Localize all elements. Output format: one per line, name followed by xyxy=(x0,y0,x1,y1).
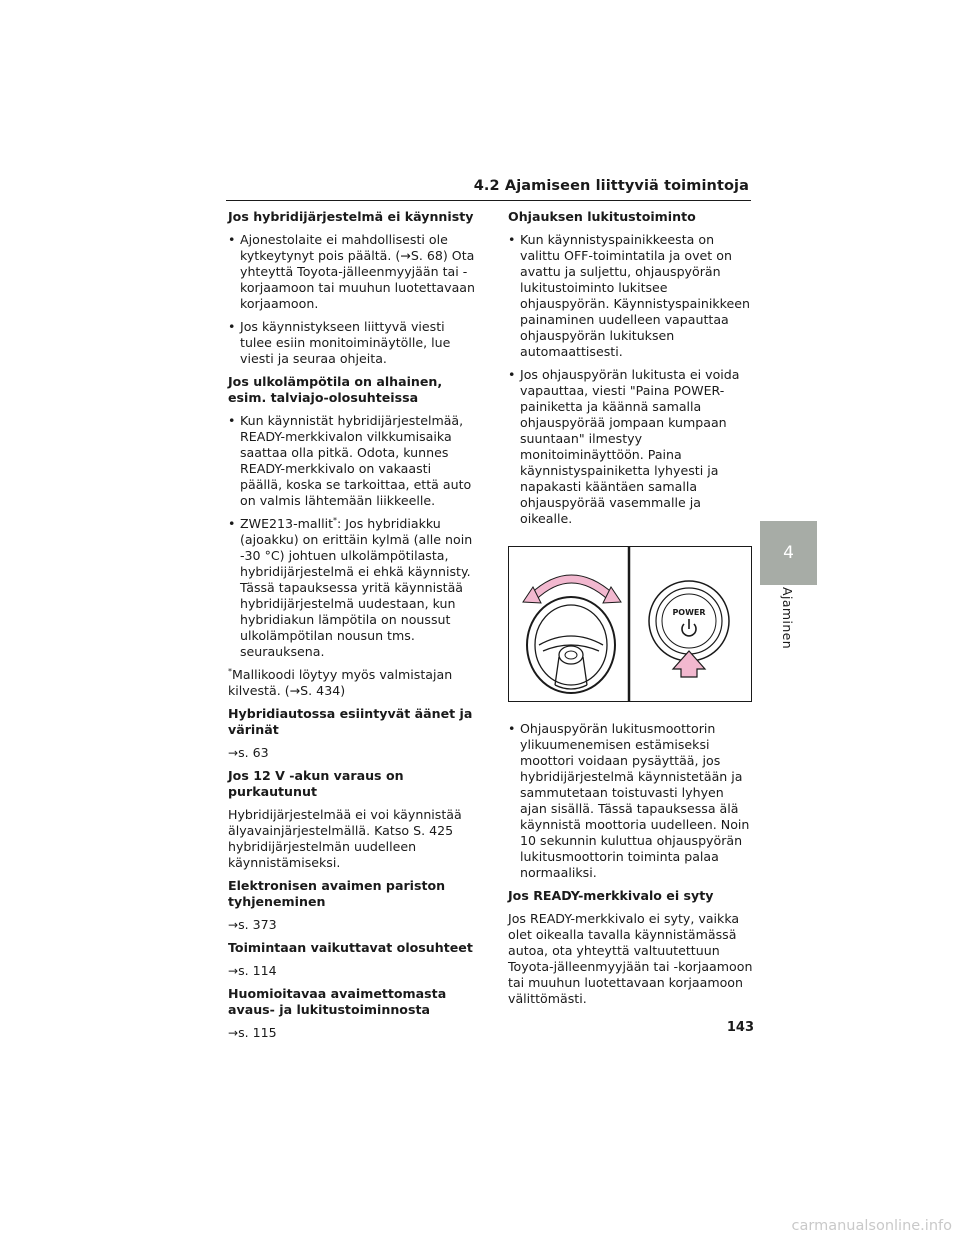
page-reference: →s. 115 xyxy=(228,1025,277,1040)
power-icon xyxy=(682,619,696,636)
bullet-item: • Jos käynnistykseen liittyvä viesti tulee esiin monitoiminäytölle, lue viesti ja seuraa ohjeita. xyxy=(228,319,451,366)
chapter-label: Ajaminen xyxy=(780,587,795,650)
chapter-number: 4 xyxy=(783,543,794,563)
power-button-illustration xyxy=(649,581,729,677)
bullet-item: • Ajonestolaite ei mahdollisesti ole kytkeytynyt pois päältä. (→S. 68) Ota yhteyttä Toyota-jälleenmyyjään tai -korjaamoon tai muuhun luotettavaan korjaamoon. xyxy=(228,232,475,311)
bullet-icon: • xyxy=(508,367,516,382)
page-reference: →s. 63 xyxy=(228,745,269,760)
bullet-item: • Kun käynnistyspainikkeesta on valittu OFF-toimintatila ja ovet on avattu ja suljettu, ohjauspyörän lukitustoiminto lukitsee ohjauspyörän. Käynnistyspainikkeen painaminen uudelleen vapauttaa ohjauspyörän lukituksen automaattisesti. xyxy=(508,232,750,359)
bullet-item: • ZWE213-mallit*: Jos hybridiakku (ajoakku) on erittäin kylmä (alle noin -30 °C) johtuen ulkolämpötilasta, hybridijärjestelmä ei ehkä käynnisty. Tässä tapauksessa yritä käynnistää hybridijärjestelmä uudestaan, kun hybridiakun lämpötila on noussut ulkolämpötilan nousun tms. seurauksena. xyxy=(228,515,473,659)
footnote: *Mallikoodi löytyy myös valmistajan kilvestä. (→S. 434) xyxy=(228,666,453,698)
bullet-icon: • xyxy=(228,516,236,531)
paragraph: Hybridijärjestelmää ei voi käynnistää älyavainjärjestelmällä. Katso S. 425 hybridijärjestelmän uudelleen käynnistämiseksi. xyxy=(228,807,462,870)
heading-hybrid-not-starting: Jos hybridijärjestelmä ei käynnisty xyxy=(228,209,474,224)
arrow-right-icon: → xyxy=(228,746,239,760)
bullet-item: • Jos ohjauspyörän lukitusta ei voida vapauttaa, viesti "Paina POWER-painiketta ja käännä samalla ohjauspyörää jompaan kumpaan suuntaan" ilmestyy monitoiminäyttöön. Paina käynnistyspainiketta lyhyesti ja napakasti kääntäen samalla ohjauspyörää vasemmalle ja oikealle. xyxy=(508,367,740,526)
heading-key-battery: Elektronisen avaimen pariston tyhjeneminen xyxy=(228,878,446,909)
bullet-icon: • xyxy=(228,413,236,428)
heading-ready-light: Jos READY-merkkivalo ei syty xyxy=(508,888,714,903)
steering-power-figure xyxy=(508,546,752,702)
bullet-icon: • xyxy=(228,232,236,247)
page-reference: →s. 114 xyxy=(228,963,277,978)
left-column xyxy=(228,209,476,1048)
bullet-icon: • xyxy=(228,319,236,334)
steering-wheel-icon xyxy=(523,579,621,693)
right-column xyxy=(508,209,754,1014)
heading-cold-weather: Jos ulkolämpötila on alhainen, esim. talviajo-olosuhteissa xyxy=(228,374,443,405)
chapter-tab[interactable] xyxy=(760,521,817,585)
section-title: 4.2 Ajamiseen liittyviä toimintoja xyxy=(473,178,749,194)
heading-steering-lock: Ohjauksen lukitustoiminto xyxy=(508,209,696,224)
arrow-right-icon: → xyxy=(228,1026,239,1040)
bullet-icon: • xyxy=(508,721,516,736)
paragraph: Jos READY-merkkivalo ei syty, vaikka olet oikealla tavalla käynnistämässä autoa, ota yhteyttä valtuutettuun Toyota-jälleenmyyjään tai -korjaamoon tai muuhun luotettavaan korjaamoon välittömästi. xyxy=(508,911,753,1006)
bullet-item: • Ohjauspyörän lukitusmoottorin ylikuumenemisen estämiseksi moottori voidaan pysäyttää, jos hybridijärjestelmä käynnistetään ja sammutetaan toistuvasti lyhyen ajan sisällä. Tässä tapauksessa älä käynnistä moottoria uudelleen. Noin 10 sekunnin kuluttua ohjauspyörän lukitusmoottorin toiminta palaa normaaliksi. xyxy=(508,721,750,880)
page-reference: →s. 373 xyxy=(228,917,277,932)
footnote-marker: * xyxy=(228,666,232,676)
heading-conditions: Toimintaan vaikuttavat olosuhteet xyxy=(228,940,473,955)
press-arrow-icon xyxy=(673,651,705,677)
bullet-icon: • xyxy=(508,232,516,247)
heading-sounds-vibrations: Hybridiautossa esiintyvät äänet ja värinät xyxy=(228,706,473,737)
watermark: carmanualsonline.info xyxy=(791,1218,952,1234)
figure-illustration xyxy=(509,547,751,701)
heading-12v-battery: Jos 12 V -akun varaus on purkautunut xyxy=(228,768,404,799)
bullet-item: • Kun käynnistät hybridijärjestelmää, READY-merkkivalon vilkkumisaika saattaa olla pitkä. Odota, kunnes READY-merkkivalo on vakaasti päällä, koska se tarkoittaa, että auto on valmis lähtemään liikkeelle. xyxy=(228,413,472,508)
arrow-right-icon: → xyxy=(228,918,239,932)
section-header xyxy=(226,178,751,201)
arrow-right-icon: → xyxy=(228,964,239,978)
power-button-label: POWER xyxy=(672,608,706,617)
heading-keyless-entry: Huomioitavaa avaimettomasta avaus- ja lukitustoiminnosta xyxy=(228,986,447,1017)
page-number: 143 xyxy=(726,1020,754,1035)
footnote-marker: * xyxy=(333,515,338,525)
chapter-tab-label xyxy=(760,585,817,655)
